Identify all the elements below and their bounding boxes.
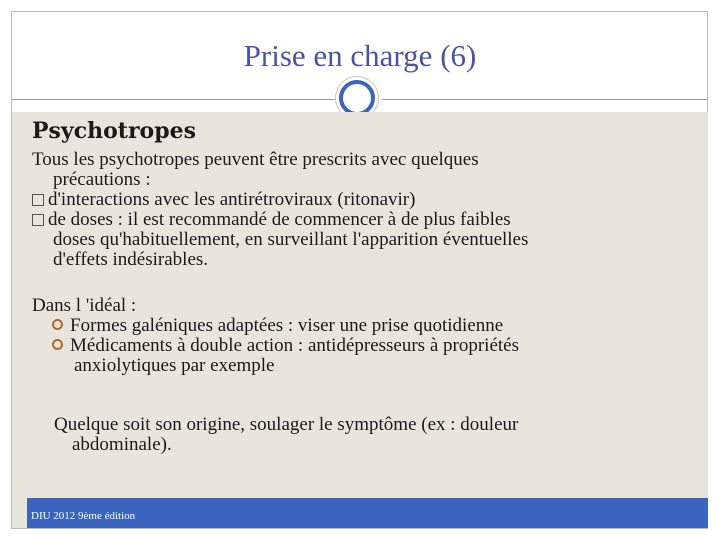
empty-square-icon — [32, 194, 44, 206]
closing-block — [54, 415, 674, 455]
circle-icon — [339, 80, 375, 116]
bullet-continuation: doses qu'habituellement, en surveillant l'apparition éventuelles — [53, 229, 529, 250]
title-divider-left — [12, 99, 340, 100]
closing-line-1: Quelque soit son origine, soulager le symptôme (ex : douleur — [54, 414, 519, 435]
intro-block — [32, 150, 672, 270]
bullet-text: d'interactions avec les antirétroviraux (ritonavir) — [48, 189, 416, 210]
ring-icon — [52, 339, 63, 350]
empty-square-icon — [32, 214, 44, 226]
list-item — [32, 190, 672, 210]
ideal-label: Dans l 'idéal : — [32, 295, 137, 316]
list-item — [32, 336, 682, 356]
footer-bar — [27, 498, 708, 528]
sub-bullet-text: Médicaments à double action : antidépresseurs à propriétés — [70, 335, 519, 356]
intro-line-1: Tous les psychotropes peuvent être prescrits avec quelques — [32, 149, 479, 170]
slide-title: Prise en charge (6) — [243, 38, 477, 73]
intro-line-2: précautions : — [53, 169, 151, 190]
sub-bullet-continuation: anxiolytiques par exemple — [74, 355, 275, 376]
sub-bullet-text: Formes galéniques adaptées : viser une prise quotidienne — [70, 315, 504, 336]
title-divider-right — [382, 99, 707, 100]
ideal-block — [32, 296, 682, 376]
bullet-continuation: d'effets indésirables. — [53, 249, 209, 270]
list-item — [32, 210, 672, 230]
ring-icon — [52, 319, 63, 330]
footer-text: DIU 2012 9ème édition — [31, 510, 136, 522]
bullet-text: de doses : il est recommandé de commencer à de plus faibles — [48, 209, 511, 230]
section-heading: Psychotropes — [32, 118, 196, 144]
closing-line-2: abdominale). — [72, 434, 172, 455]
list-item — [32, 316, 682, 336]
